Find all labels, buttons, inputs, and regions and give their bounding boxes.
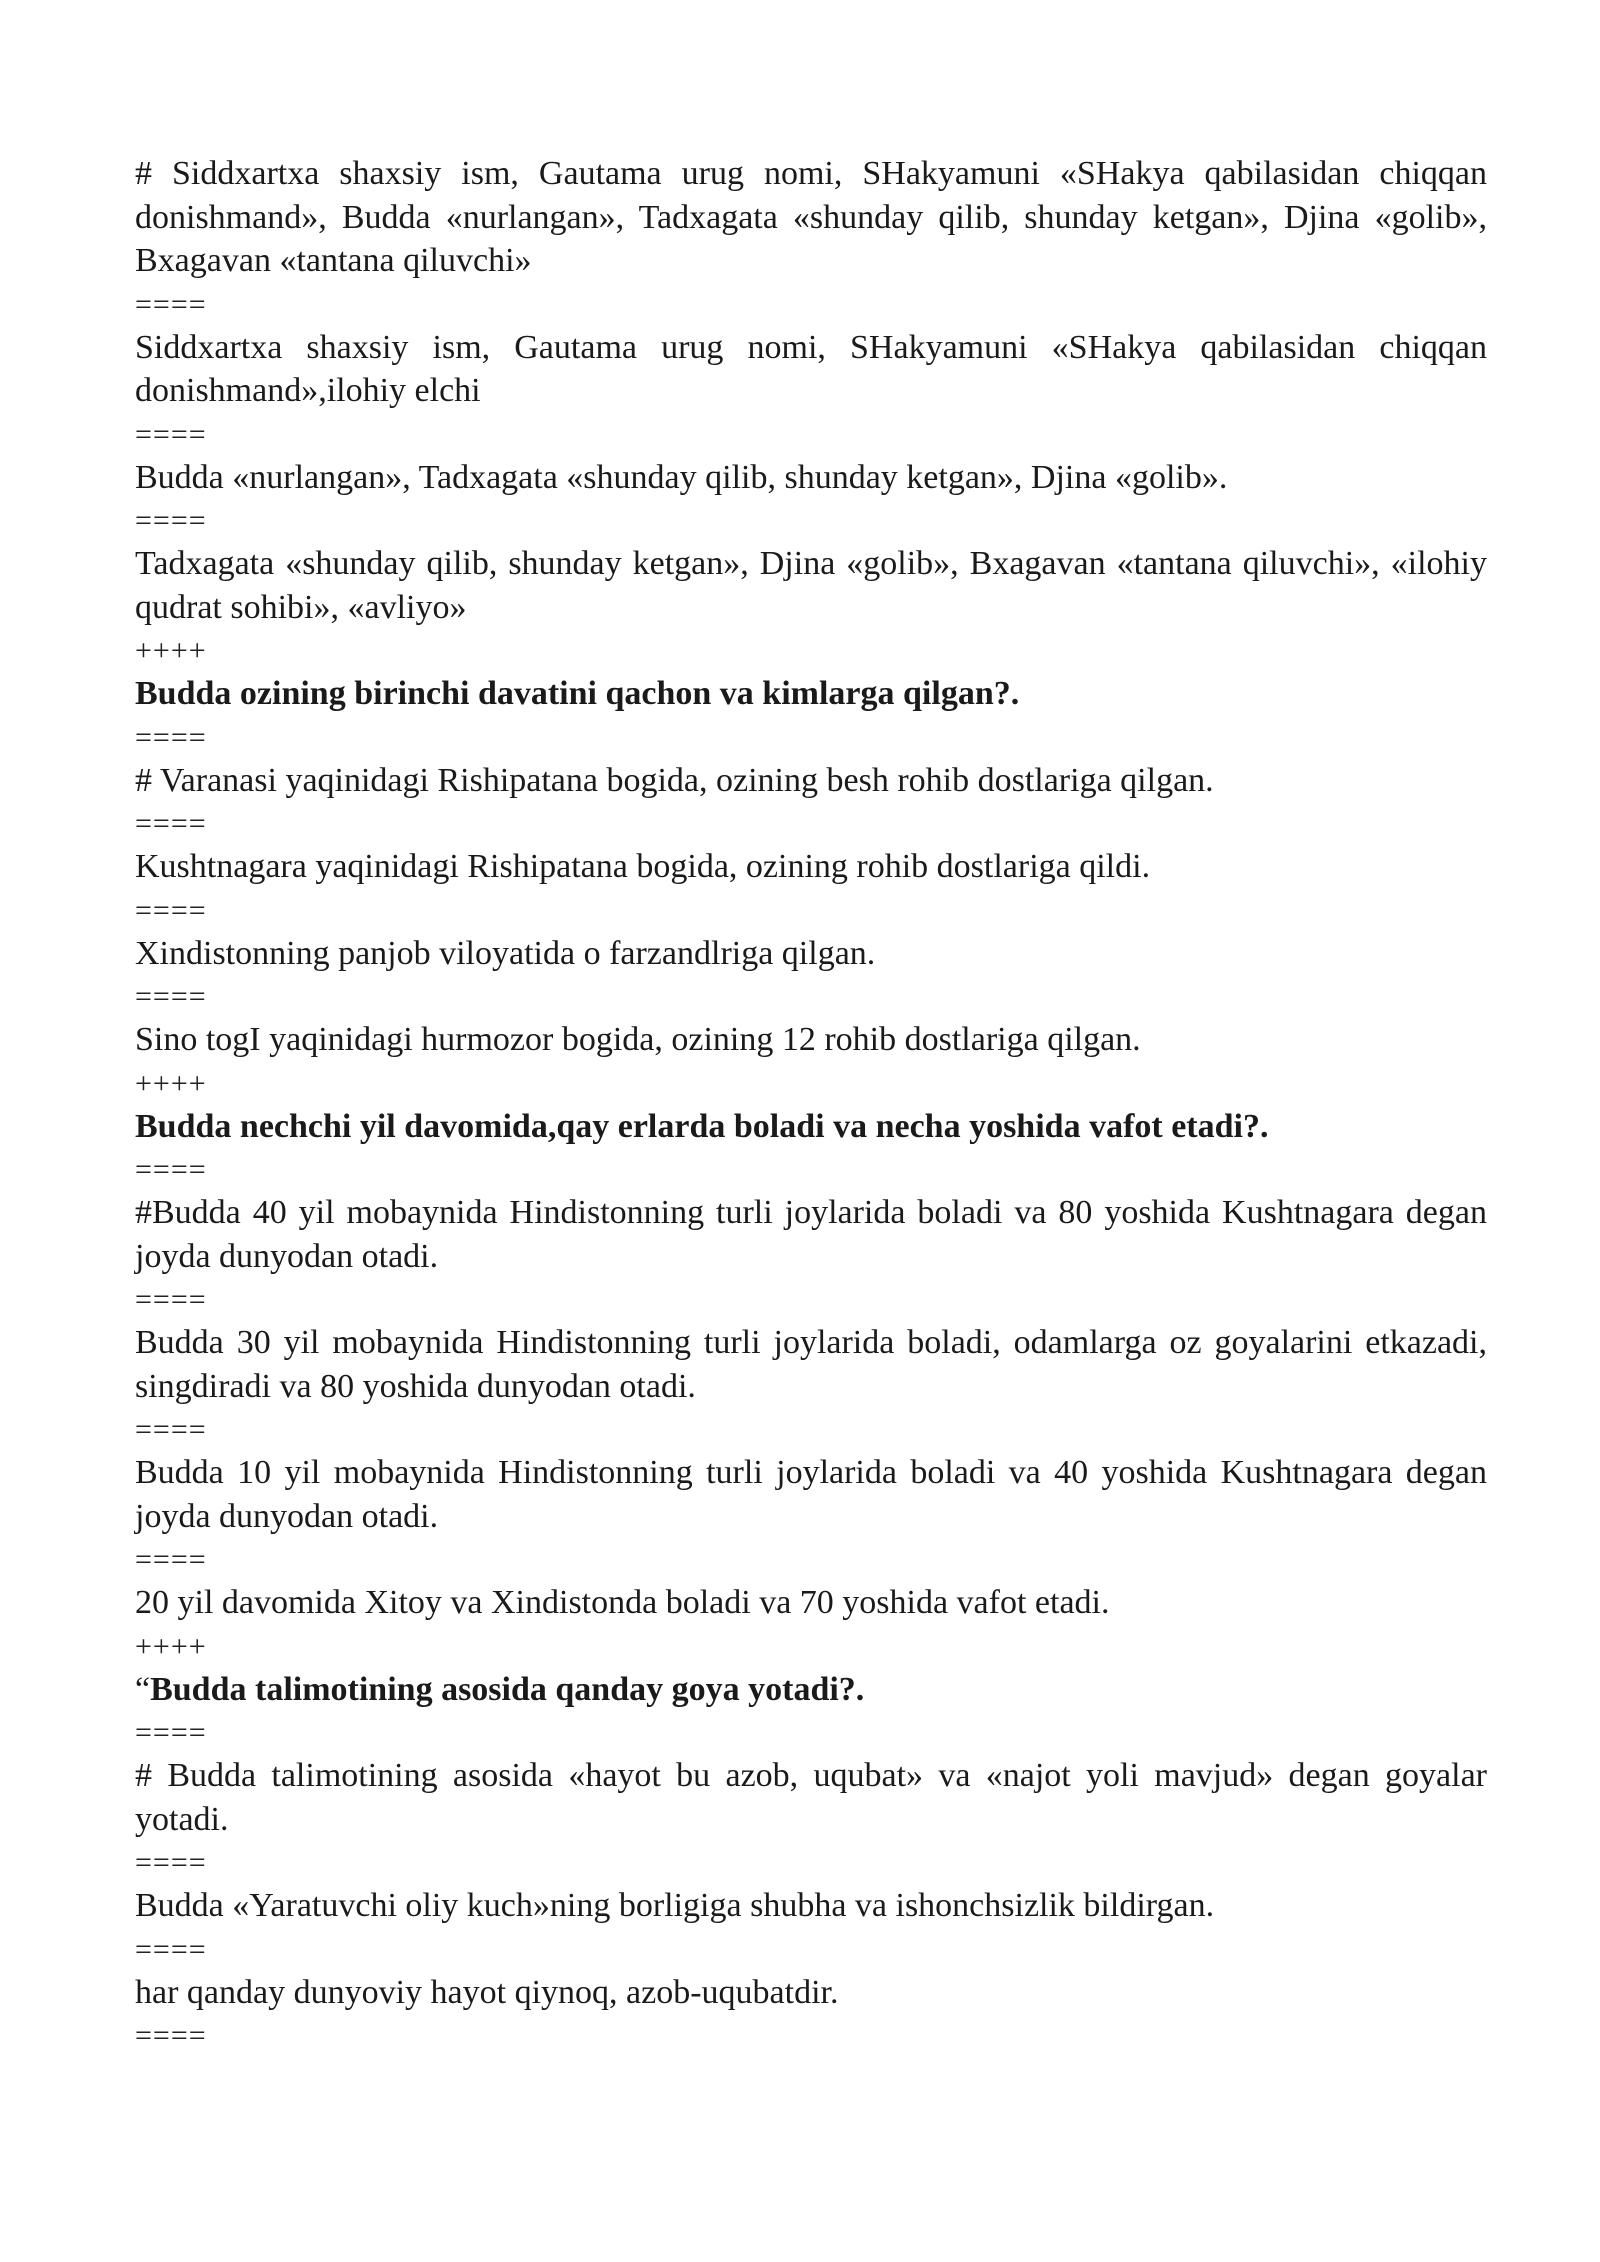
answer-line: Kushtnagara yaqinidagi Rishipatana bogida, ozining rohib dostlariga qildi. [135,848,1151,885]
separator: ==== [135,1283,207,1316]
question-separator: ++++ [135,1066,207,1100]
question-heading [135,1668,1487,1712]
answer-line: Budda «nurlangan», Tadxagata «shunday qilib, shunday ketgan», Djina «golib». [135,458,1228,496]
separator: ==== [135,893,207,927]
separator: ==== [135,1543,207,1576]
separator: ==== [135,287,207,321]
answer-line: # Siddxartxa shaxsiy ism, Gautama urug nomi, SHakyamuni «SHakya qabilasidan chiqqan donishmand», Budda «nurlangan», Tadxagata «shunday qilib, shunday ketgan», Djina «golib», Bxagavan «tantana qiluvchi» [135,155,1487,279]
opening-quote: “ [135,1670,151,1708]
separator: ==== [135,980,207,1013]
answer-line: 20 yil davomida Xitoy va Xindistonda boladi va 70 yoshida vafot etadi. [135,1584,1110,1621]
answer-line: Budda 30 yil mobaynida Hindistonning turli joylarida boladi, odamlarga oz goyalarini etkazadi, singdiradi va 80 yoshida dunyodan otadi. [135,1324,1487,1405]
answer-line: har qanday dunyoviy hayot qiynoq, azob-uqubatdir. [135,1973,839,2011]
question-text: Budda talimotining asosida qanday goya yotadi?. [150,1670,865,1708]
separator: ==== [135,1716,207,1749]
answer-line: Budda 10 yil mobaynida Hindistonning turli joylarida boladi va 40 yoshida Kushtnagara degan joyda dunyodan otadi. [135,1454,1487,1535]
answer-line: Siddxartxa shaxsiy ism, Gautama urug nomi, SHakyamuni «SHakya qabilasidan chiqqan donishmand»,ilohiy elchi [135,328,1487,409]
separator: ==== [135,2019,207,2052]
answer-line: Sino togI yaqinidagi hurmozor bogida, ozining 12 rohib dostlariga qilgan. [135,1021,1141,1058]
separator: ==== [135,720,207,754]
separator: ==== [135,1413,207,1446]
answer-line: Xindistonning panjob viloyatida o farzandlriga qilgan. [135,934,876,972]
question-heading: Budda ozining birinchi davatini qachon va kimlarga qilgan?. [135,675,1020,712]
separator: ==== [135,1932,207,1966]
separator: ==== [135,417,207,451]
answer-line: # Budda talimotining asosida «hayot bu azob, uqubat» va «najot yoli mavjud» degan goyalar yotadi. [135,1757,1487,1838]
question-heading: Budda nechchi yil davomida,qay erlarda boladi va necha yoshida vafot etadi?. [135,1107,1269,1145]
answer-line: #Budda 40 yil mobaynida Hindistonning turli joylarida boladi va 80 yoshida Kushtnagara degan joyda dunyodan otadi. [135,1194,1487,1275]
question-separator: ++++ [135,634,207,667]
answer-line: # Varanasi yaqinidagi Rishipatana bogida, ozining besh rohib dostlariga qilgan. [135,761,1214,799]
separator: ==== [135,1153,207,1186]
separator: ==== [135,504,207,537]
question-separator: ++++ [135,1629,207,1663]
answer-line: Budda «Yaratuvchi oliy kuch»ning borligiga shubha va ishonchsizlik bildirgan. [135,1887,1215,1924]
answer-line: Tadxagata «shunday qilib, shunday ketgan», Djina «golib», Bxagavan «tantana qiluvchi», «ilohiy qudrat sohibi», «avliyo» [135,545,1487,626]
separator: ==== [135,1846,207,1879]
separator: ==== [135,807,207,840]
document-body [135,152,1487,2057]
